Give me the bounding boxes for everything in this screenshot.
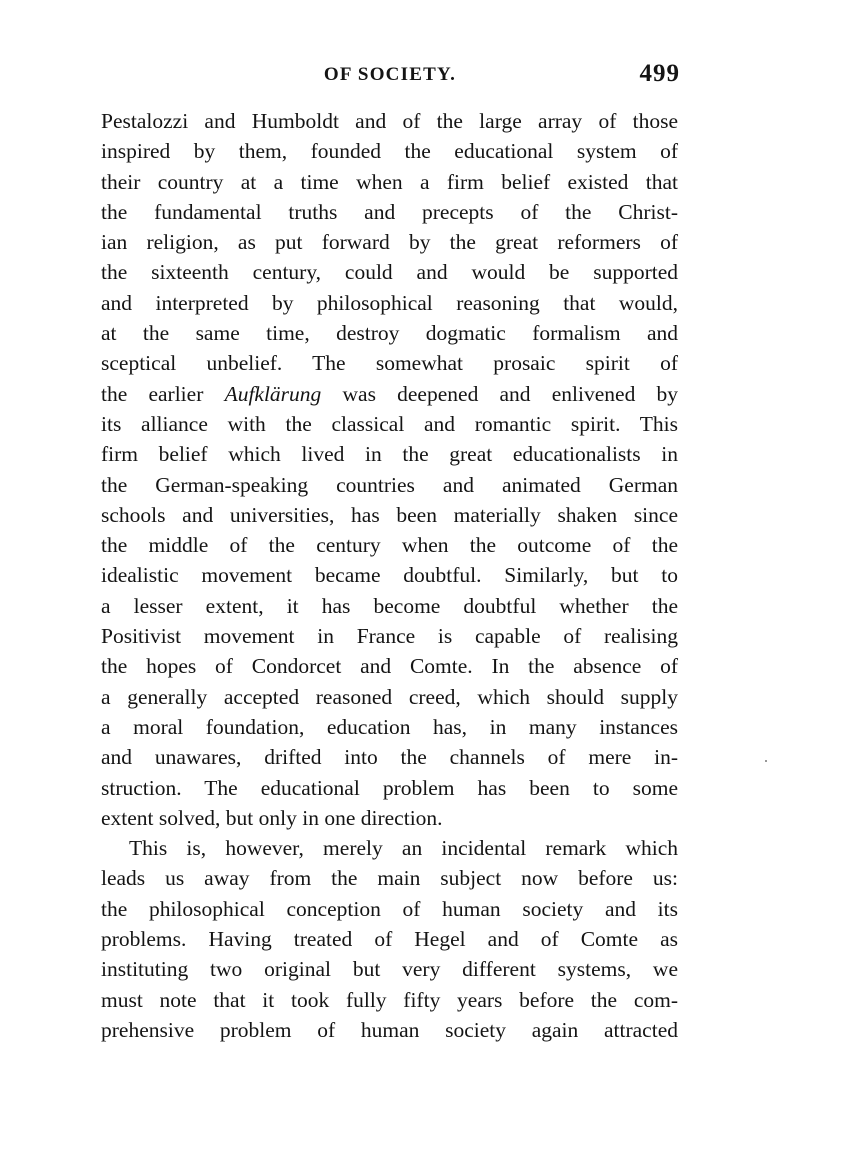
text-line: the fundamental truths and precepts of the Christ- xyxy=(101,199,678,224)
text-line: extent solved, but only in one direction. xyxy=(101,805,443,830)
text-line: a generally accepted reasoned creed, which should supply xyxy=(101,684,678,709)
text-line: at the same time, destroy dogmatic formalism and xyxy=(101,321,678,346)
text-line: the German-speaking countries and animated German xyxy=(101,472,678,497)
text-line: This is, however, merely an incidental remark which xyxy=(129,836,678,861)
text-line: idealistic movement became doubtful. Similarly, but to xyxy=(101,563,678,588)
text-line: the hopes of Condorcet and Comte. In the absence of xyxy=(101,654,678,679)
italic-term: Aufklärung xyxy=(224,381,322,406)
text-line: struction. The educational problem has been to some xyxy=(101,775,678,800)
text-line: the philosophical conception of human society and its xyxy=(101,896,678,921)
text-fragment: was deepened and enlivened by xyxy=(342,381,679,406)
text-line: the sixteenth century, could and would be supported xyxy=(101,260,678,285)
text-line: must note that it took fully fifty years before the com- xyxy=(101,987,678,1012)
text-line-with-italic xyxy=(101,379,678,409)
text-fragment: the earlier xyxy=(101,381,204,406)
paper-speck xyxy=(765,760,767,762)
text-line: schools and universities, has been materially shaken since xyxy=(101,502,678,527)
text-line: ian religion, as put forward by the great reformers of xyxy=(101,230,678,255)
text-line: a moral foundation, education has, in many instances xyxy=(101,714,678,739)
text-line: a lesser extent, it has become doubtful whether the xyxy=(101,593,678,618)
body-text xyxy=(101,106,678,1045)
text-line: their country at a time when a firm belief existed that xyxy=(101,169,678,194)
text-line: prehensive problem of human society again attracted xyxy=(101,1017,678,1042)
text-line: inspired by them, founded the educational system of xyxy=(101,139,678,164)
running-head xyxy=(100,58,680,92)
page-number: 499 xyxy=(639,60,680,87)
text-line: instituting two original but very different systems, we xyxy=(101,957,678,982)
text-line: Positivist movement in France is capable of realising xyxy=(101,624,678,649)
text-line: its alliance with the classical and romantic spirit. This xyxy=(101,411,678,436)
text-line: the middle of the century when the outcome of the xyxy=(101,533,678,558)
running-title: OF SOCIETY. xyxy=(323,64,457,85)
text-line: leads us away from the main subject now before us: xyxy=(101,866,678,891)
text-line: and unawares, drifted into the channels of mere in- xyxy=(101,745,678,770)
text-line: and interpreted by philosophical reasoning that would, xyxy=(101,290,678,315)
text-line: Pestalozzi and Humboldt and of the large array of those xyxy=(101,109,678,133)
text-line: firm belief which lived in the great educationalists in xyxy=(101,442,678,467)
text-line: sceptical unbelief. The somewhat prosaic spirit of xyxy=(101,351,678,376)
text-line: problems. Having treated of Hegel and of Comte as xyxy=(101,927,678,952)
